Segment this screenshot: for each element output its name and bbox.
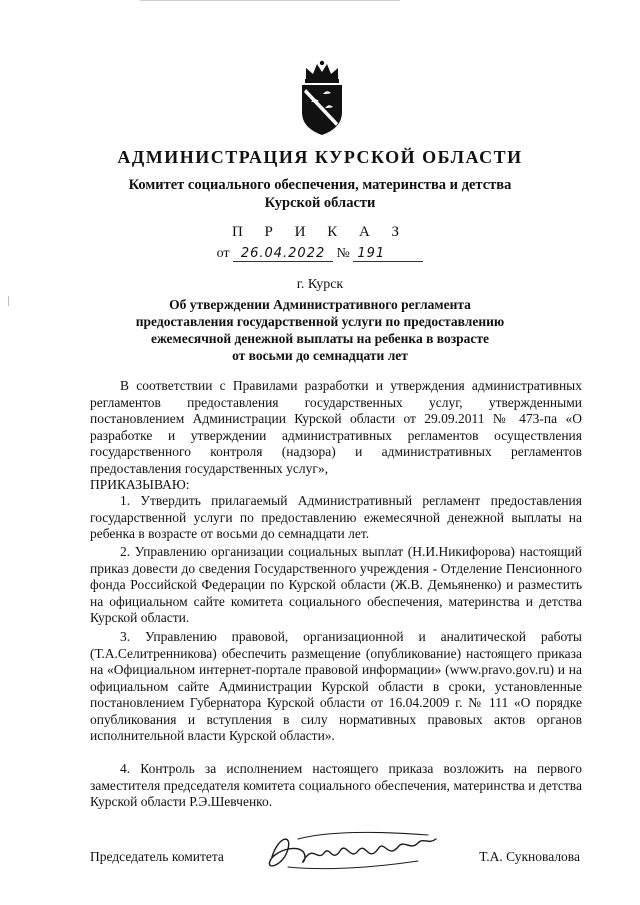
order-item-1-text: 1. Утвердить прилагаемый Административный регламент предоставления государственной услуги по предоставлению ежемесячной денежной выплаты на ребенка в возрасте от восьми до семнадцати лет.: [90, 493, 582, 541]
order-title: [120, 296, 520, 364]
preamble-paragraph: [90, 378, 582, 494]
committee-name: [0, 176, 640, 212]
order-title-line4: от восьми до семнадцати лет: [232, 348, 408, 363]
document-type: П Р И К А З: [231, 224, 409, 240]
preamble-text: В соответствии с Правилами разработки и утверждения административных регламентов предоставления государственных услуг, утвержденными постановлением Администрации Курской области от 29.09.2011 № 473-па «О разработке и утверждении административных регламентов осуществления государственного контроля (надзора) и административных регламентов предоставления государственных услуг»,: [90, 378, 582, 476]
order-date: 26.04.2022: [233, 247, 333, 262]
signatory-position: Председатель комитета: [90, 849, 224, 864]
order-number: 191: [353, 247, 423, 262]
scan-artifact-line: [140, 0, 400, 1]
signatory-name: Т.А. Сукновалова: [479, 849, 580, 864]
order-item-3-text: 3. Управлению правовой, организационной и аналитической работы (Т.А.Селитренникова) обеспечить размещение (опубликование) настоящего приказа на «Официальном интернет-портале правовой информации» (www.pravo.gov.ru) и на официальном сайте Администрации Курской области в сроки, установленные постановлением Губернатора Курской области от 16.04.2009 г. № 111 «О порядке опубликования и вступления в силу нормативных правовых актов органов исполнительной власти Курской области».: [90, 629, 582, 743]
order-item-3: [90, 629, 582, 745]
order-item-2-text: 2. Управлению организации социальных выплат (Н.И.Никифорова) настоящий приказ довести до сведения Государственного учреждения - Отделение Пенсионного фонда Российской Федерации по Курской области (Ж.В. Демьяненко) и разместить на официальном сайте комитета социального обеспечения, материнства и детства Курской области.: [90, 544, 582, 625]
committee-name-line1: Комитет социального обеспечения, материнства и детства: [128, 177, 512, 193]
organization-name: АДМИНИСТРАЦИЯ КУРСКОЙ ОБЛАСТИ: [117, 147, 523, 167]
order-item-2: [90, 544, 582, 627]
order-item-1: [90, 493, 582, 543]
order-item-4: [90, 761, 582, 811]
kursk-coat-of-arms-icon: [296, 60, 348, 136]
scan-margin-mark: [8, 296, 9, 306]
committee-name-line2: Курской области: [264, 195, 376, 211]
order-city: г. Курск: [296, 277, 344, 292]
order-date-number-row: [0, 246, 640, 262]
signature-block: [90, 843, 580, 873]
order-title-line3: ежемесячной денежной выплаты на ребенка в возрасте: [150, 331, 490, 346]
order-item-4-text: 4. Контроль за исполнением настоящего приказа возложить на первого заместителя председателя комитета социального обеспечения, материнства и детства Курской области Р.Э.Шевченко.: [90, 761, 582, 809]
handwritten-signature: [258, 827, 448, 877]
date-prefix: от: [216, 246, 230, 261]
order-title-line2: предоставления государственной услуги по предоставлению: [135, 314, 505, 329]
order-word: ПРИКАЗЫВАЮ:: [90, 477, 190, 492]
order-title-line1: Об утверждении Административного регламента: [169, 297, 471, 312]
number-prefix: №: [336, 246, 350, 261]
